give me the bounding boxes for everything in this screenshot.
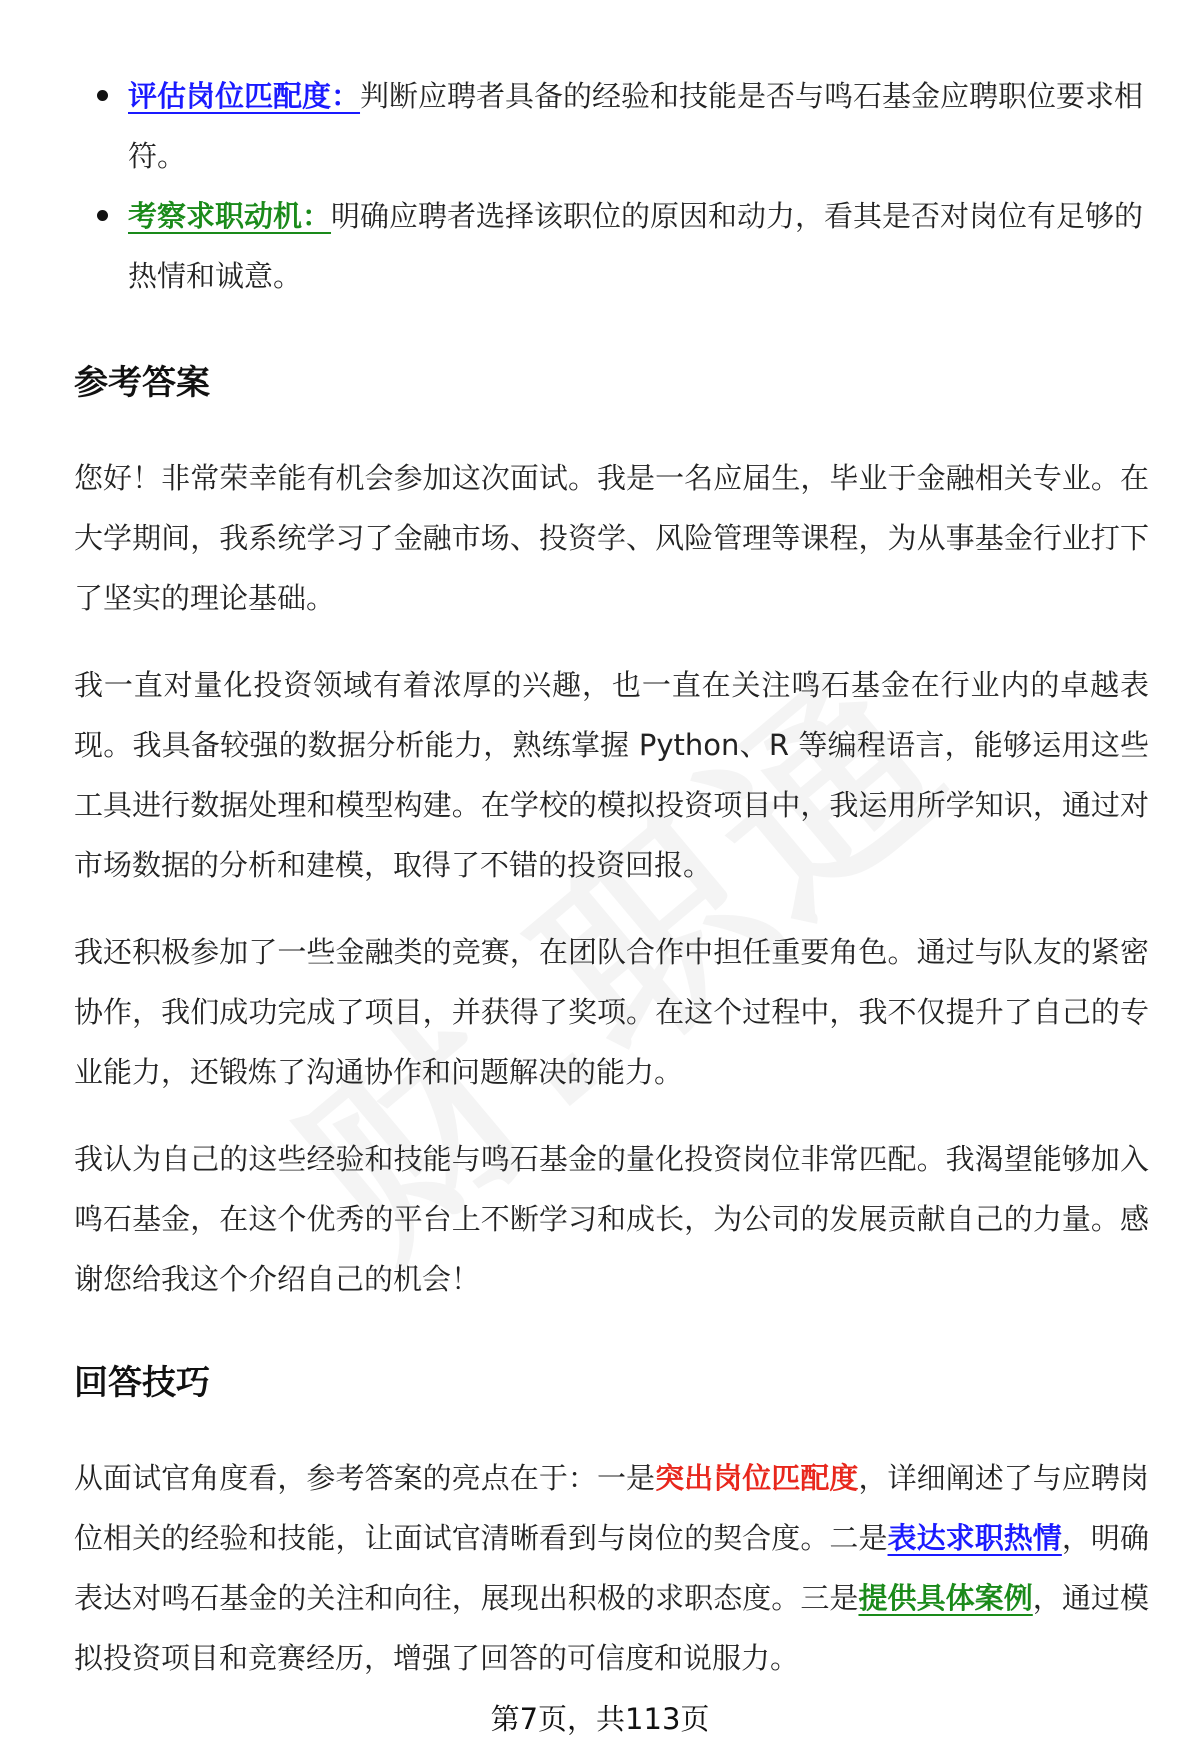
- tips-text-3: ，明确表达对鸣石基金的关注和向往，展现出积极的求职态度。三是: [74, 1521, 1149, 1615]
- page-number: 第7页，共113页: [490, 1702, 710, 1736]
- tips-highlight-cases[interactable]: 提供具体案例: [858, 1581, 1033, 1615]
- answer-paragraph-4: 我认为自己的这些经验和技能与鸣石基金的量化投资岗位非常匹配。我渴望能够加入鸣石基金，在这个优秀的平台上不断学习和成长，为公司的发展贡献自己的力量。感谢您给我这个介绍自己的机会！: [74, 1142, 1149, 1296]
- bullet-label-motivation[interactable]: 考察求职动机：: [128, 199, 332, 233]
- bullet-label-job-match[interactable]: 评估岗位匹配度：: [128, 79, 361, 113]
- answer-paragraph-1: 您好！非常荣幸能有机会参加这次面试。我是一名应届生，毕业于金融相关专业。在大学期间，我系统学习了金融市场、投资学、风险管理等课程，为从事基金行业打下了坚实的理论基础。: [74, 461, 1149, 615]
- section-title-tips: 回答技巧: [74, 1363, 210, 1403]
- tips-text-4: ，通过模拟投资项目和竞赛经历，增强了回答的可信度和说服力。: [74, 1581, 1149, 1675]
- section-title-answer: 参考答案: [74, 363, 210, 403]
- bullet-item-motivation: [96, 186, 1146, 306]
- tips-text-1: 从面试官角度看，参考答案的亮点在于：一是: [74, 1461, 656, 1495]
- tips-text-2: ，详细阐述了与应聘岗位相关的经验和技能，让面试官清晰看到与岗位的契合度。二是: [74, 1461, 1149, 1555]
- tips-highlight-enthusiasm[interactable]: 表达求职热情: [887, 1521, 1062, 1555]
- tips-highlight-job-match: 突出岗位匹配度: [655, 1461, 859, 1495]
- bullet-text-job-match: 判断应聘者具备的经验和技能是否与鸣石基金应聘职位要求相符。: [128, 79, 1144, 173]
- bullet-text-motivation: 明确应聘者选择该职位的原因和动力，看其是否对岗位有足够的热情和诚意。: [128, 199, 1144, 293]
- answer-paragraph-2: 我一直对量化投资领域有着浓厚的兴趣，也一直在关注鸣石基金在行业内的卓越表现。我具备较强的数据分析能力，熟练掌握 Python、R 等编程语言，能够运用这些工具进行数据处理和模型构建。在学校的模拟投资项目中，我运用所学知识，通过对市场数据的分析和建模，取得了不错的投资回报。: [74, 668, 1149, 882]
- tips-paragraph: [74, 1448, 1149, 1688]
- bullet-dot-icon: [97, 210, 108, 221]
- bullet-item-job-match: [96, 66, 1146, 186]
- bullet-dot-icon: [97, 90, 108, 101]
- answer-paragraph-3: 我还积极参加了一些金融类的竞赛，在团队合作中担任重要角色。通过与队友的紧密协作，我们成功完成了项目，并获得了奖项。在这个过程中，我不仅提升了自己的专业能力，还锻炼了沟通协作和问题解决的能力。: [74, 935, 1149, 1089]
- bullet-list: [96, 66, 1146, 306]
